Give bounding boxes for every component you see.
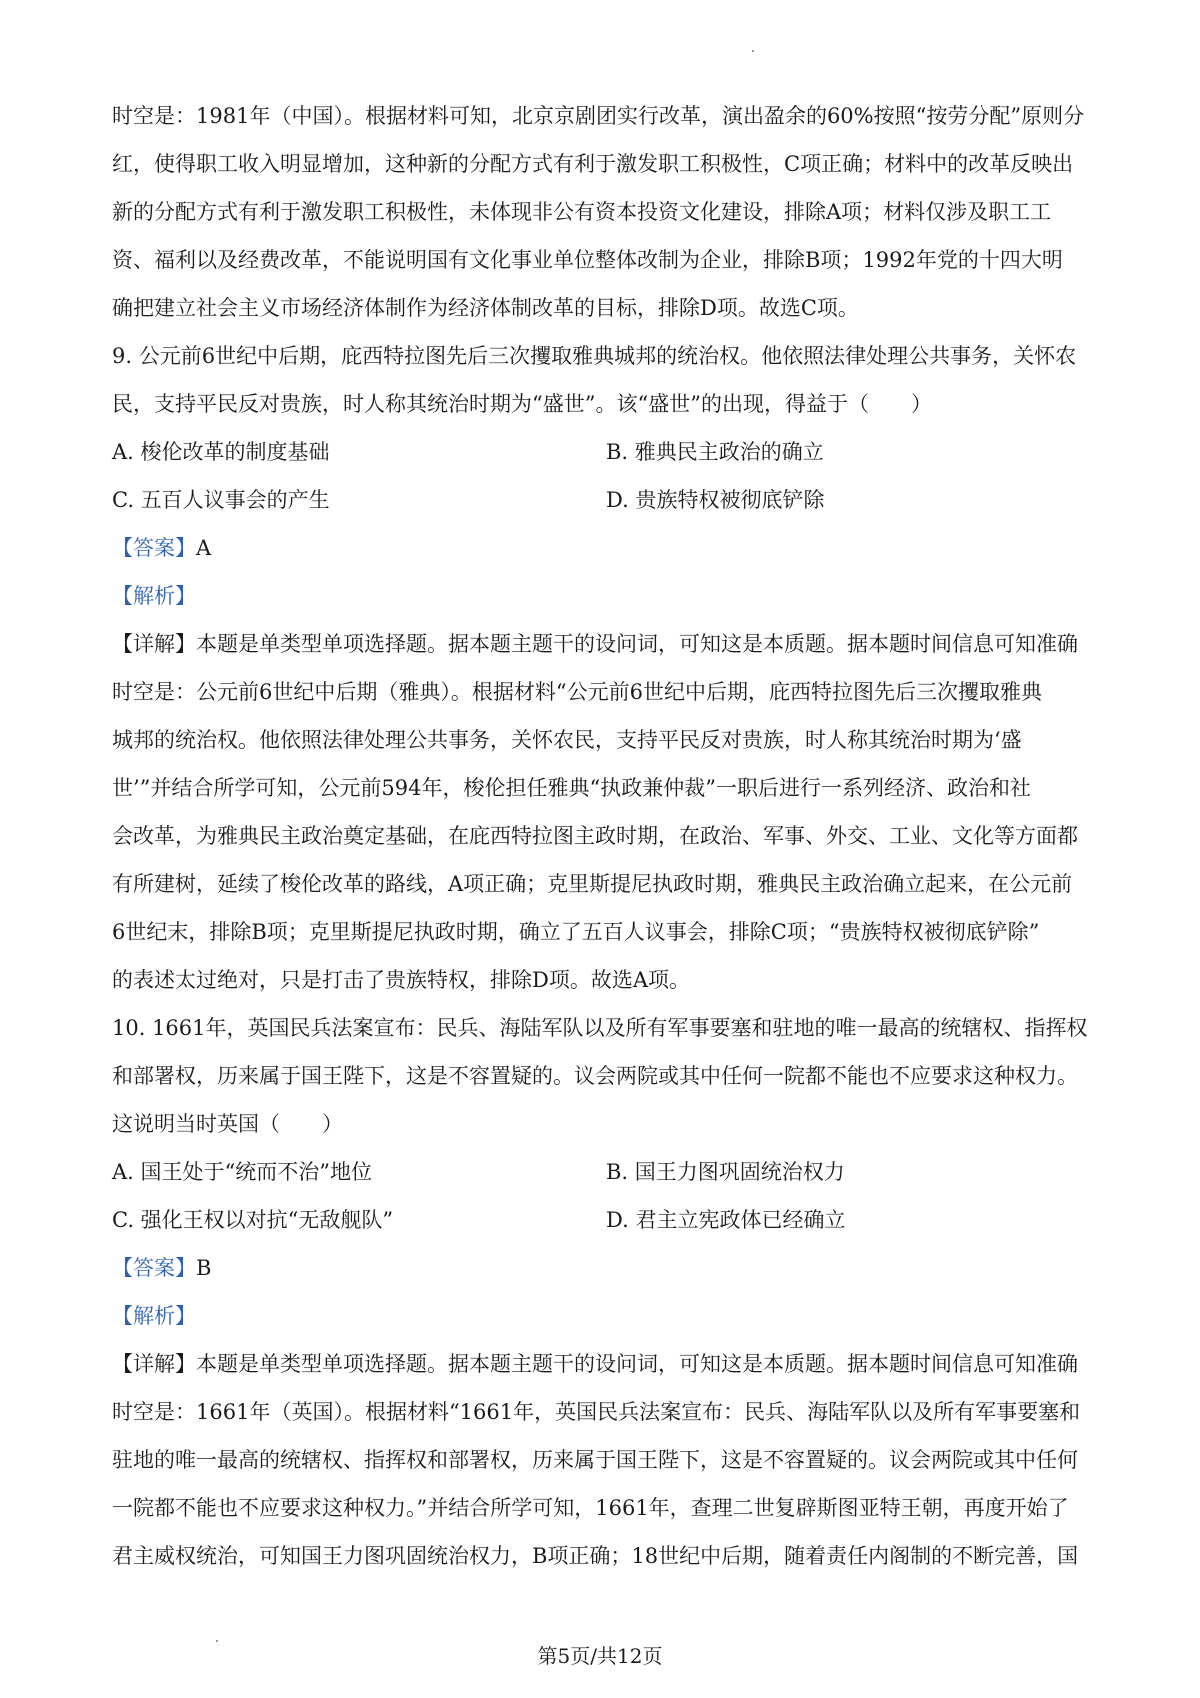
answer-tag: 【答案】 bbox=[112, 1256, 196, 1280]
text-line: 红，使得职工收入明显增加，这种新的分配方式有利于激发职工积极性，C项正确；材料中的改革反映出 bbox=[112, 152, 1074, 176]
text-line: 城邦的统治权。他依照法律处理公共事务，关怀农民，支持平民反对贵族，时人称其统治时期为‘盛 bbox=[112, 728, 1022, 752]
detail-tag: 【详解】 bbox=[112, 1352, 196, 1376]
scan-speck bbox=[752, 50, 754, 52]
option-a: A. 国王处于“统而不治”地位 bbox=[112, 1160, 372, 1184]
question-9-stem: 民，支持平民反对贵族，时人称其统治时期为“盛世”。该“盛世”的出现，得益于（ ） bbox=[112, 392, 932, 416]
question-10-stem: 10. 1661年，英国民兵法案宣布：民兵、海陆军队以及所有军事要塞和驻地的唯一最高的统辖权、指挥权 bbox=[112, 1016, 1088, 1040]
option-c: C. 五百人议事会的产生 bbox=[112, 488, 330, 512]
answer-line bbox=[112, 1244, 1102, 1292]
option-d: D. 贵族特权被彻底铲除 bbox=[606, 488, 825, 512]
text-line: 时空是：1981年（中国）。根据材料可知，北京京剧团实行改革，演出盈余的60%按照“按劳分配”原则分 bbox=[112, 104, 1085, 128]
text-line: 时空是：公元前6世纪中后期（雅典）。根据材料“公元前6世纪中后期，庇西特拉图先后三次攫取雅典 bbox=[112, 680, 1042, 704]
text-line: 时空是：1661年（英国）。根据材料“1661年，英国民兵法案宣布：民兵、海陆军队以及所有军事要塞和 bbox=[112, 1400, 1081, 1424]
text-line: 有所建树，延续了梭伦改革的路线，A项正确；克里斯提尼执政时期，雅典民主政治确立起来，在公元前 bbox=[112, 872, 1073, 896]
analysis-line bbox=[112, 1292, 1102, 1340]
question-9-stem: 9. 公元前6世纪中后期，庇西特拉图先后三次攫取雅典城邦的统治权。他依照法律处理公共事务，关怀农 bbox=[112, 344, 1077, 368]
option-a: A. 梭伦改革的制度基础 bbox=[112, 440, 330, 464]
detail-line bbox=[112, 1340, 1102, 1388]
text-line: 会改革，为雅典民主政治奠定基础，在庇西特拉图主政时期，在政治、军事、外交、工业、文化等方面都 bbox=[112, 824, 1078, 848]
analysis-tag: 【解析】 bbox=[112, 584, 196, 608]
page-content bbox=[112, 92, 1102, 1580]
text-line: 新的分配方式有利于激发职工积极性，未体现非公有资本投资文化建设，排除A项；材料仅涉及职工工 bbox=[112, 200, 1052, 224]
answer-value: A bbox=[196, 536, 212, 560]
question-10-options-row bbox=[112, 1148, 1102, 1196]
page-footer: 第5页/共12页 bbox=[537, 1644, 663, 1668]
answer-line bbox=[112, 524, 1102, 572]
question-10-stem: 和部署权，历来属于国王陛下，这是不容置疑的。议会两院或其中任何一院都不能也不应要求这种权力。 bbox=[112, 1064, 1078, 1088]
text-line: 驻地的唯一最高的统辖权、指挥权和部署权，历来属于国王陛下，这是不容置疑的。议会两院或其中任何 bbox=[112, 1448, 1078, 1472]
option-b: B. 雅典民主政治的确立 bbox=[606, 440, 824, 464]
text-line: 资、福利以及经费改革，不能说明国有文化事业单位整体改制为企业，排除B项；1992年党的十四大明 bbox=[112, 248, 1063, 272]
detail-tag: 【详解】 bbox=[112, 632, 196, 656]
text-line: 的表述太过绝对，只是打击了贵族特权，排除D项。故选A项。 bbox=[112, 968, 691, 992]
option-d: D. 君主立宪政体已经确立 bbox=[606, 1208, 846, 1232]
answer-value: B bbox=[196, 1256, 212, 1280]
text-line: 6世纪末，排除B项；克里斯提尼执政时期，确立了五百人议事会，排除C项；“贵族特权被彻底铲除” bbox=[112, 920, 1040, 944]
option-c: C. 强化王权以对抗“无敌舰队” bbox=[112, 1208, 394, 1232]
answer-tag: 【答案】 bbox=[112, 536, 196, 560]
detail-text: 本题是单类型单项选择题。据本题主题干的设问词，可知这是本质题。据本题时间信息可知准确 bbox=[196, 1352, 1078, 1376]
question-10-stem: 这说明当时英国（ ） bbox=[112, 1112, 343, 1136]
question-10-options-row bbox=[112, 1196, 1102, 1244]
question-9-options-row bbox=[112, 476, 1102, 524]
option-b: B. 国王力图巩固统治权力 bbox=[606, 1160, 845, 1184]
text-line: 确把建立社会主义市场经济体制作为经济体制改革的目标，排除D项。故选C项。 bbox=[112, 296, 859, 320]
question-9-options-row bbox=[112, 428, 1102, 476]
text-line: 世’”并结合所学可知，公元前594年，梭伦担任雅典“执政兼仲裁”一职后进行一系列经济、政治和社 bbox=[112, 776, 1031, 800]
detail-line bbox=[112, 620, 1102, 668]
analysis-tag: 【解析】 bbox=[112, 1304, 196, 1328]
text-line: 君主威权统治，可知国王力图巩固统治权力，B项正确；18世纪中后期，随着责任内阁制的不断完善，国 bbox=[112, 1544, 1079, 1568]
detail-text: 本题是单类型单项选择题。据本题主题干的设问词，可知这是本质题。据本题时间信息可知准确 bbox=[196, 632, 1078, 656]
analysis-line bbox=[112, 572, 1102, 620]
text-line: 一院都不能也不应要求这种权力。”并结合所学可知，1661年，查理二世复辟斯图亚特王朝，再度开始了 bbox=[112, 1496, 1069, 1520]
